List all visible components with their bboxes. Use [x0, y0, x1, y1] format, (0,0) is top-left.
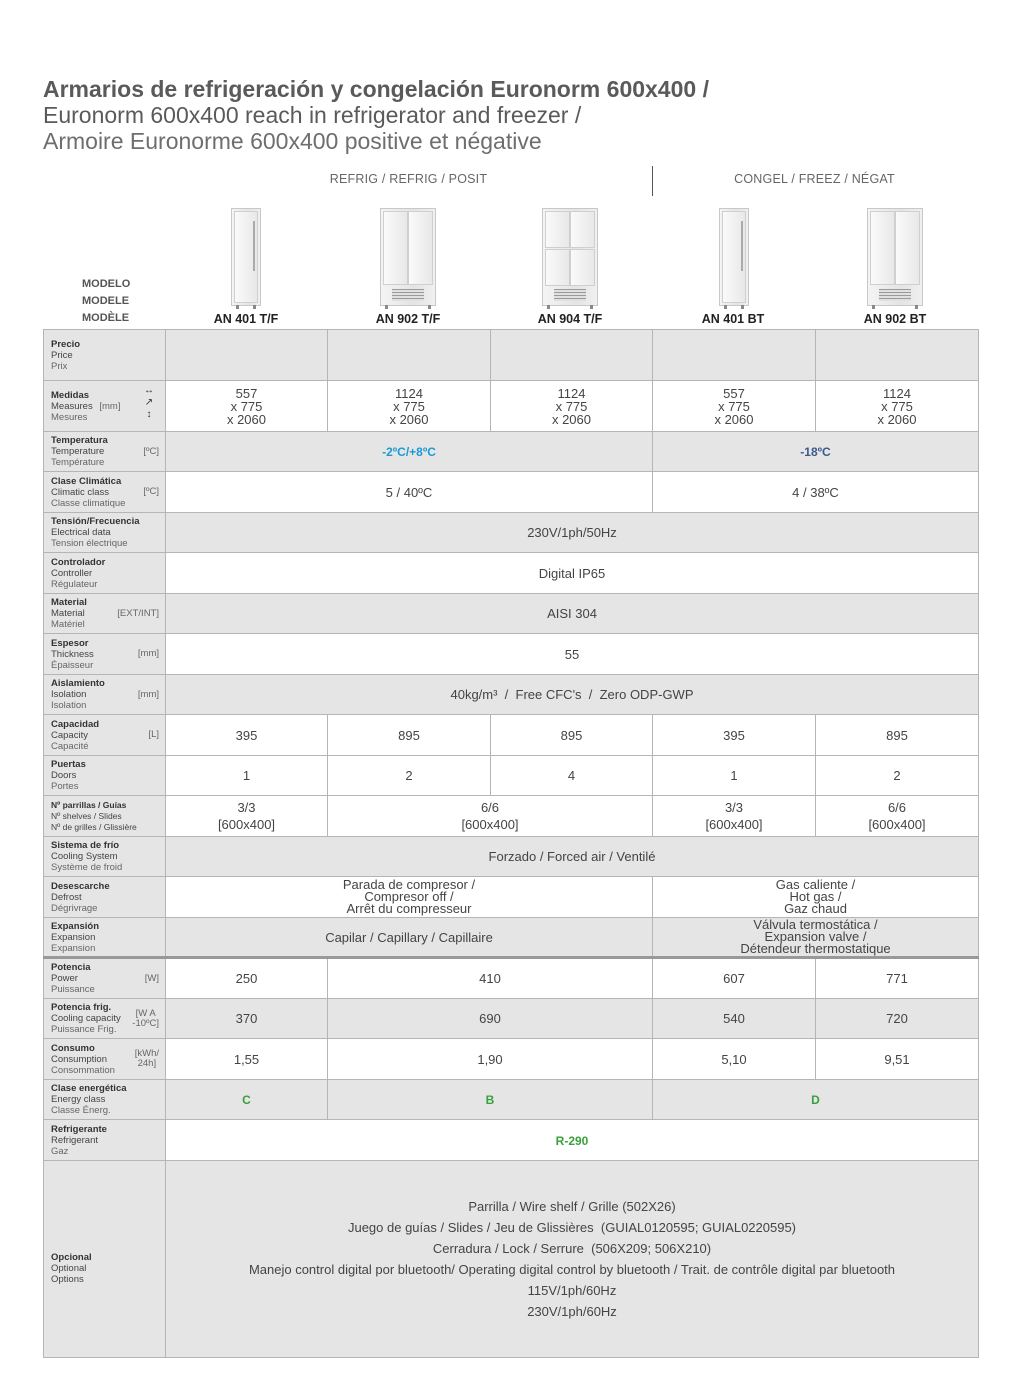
temp-congel: -18ºC — [800, 445, 831, 459]
model-name: AN 904 T/F — [537, 312, 603, 326]
cooling-system-value: Forzado / Forced air / Ventilé — [166, 837, 979, 877]
capacity-cell: 895 — [328, 715, 491, 756]
material-value: AISI 304 — [166, 594, 979, 634]
climatic-refrig: 5 / 40ºC — [166, 472, 653, 513]
label-fr: Prix — [51, 360, 68, 372]
option-item: Parrilla / Wire shelf / Grille (502X26) — [468, 1199, 676, 1214]
option-item: Juego de guías / Slides / Jeu de Glissières (GUIAL0120595; GUIAL0220595) — [347, 1220, 797, 1235]
product-an401tf — [165, 200, 327, 328]
consumption-cell: 1,55 — [166, 1039, 328, 1080]
measure-cell: 1124 x 775 x 2060 — [491, 381, 653, 432]
label-fr: Système de froid — [51, 862, 123, 873]
title-line-es: Armarios de refrigeración y congelación Euronorm 600x400 / — [43, 76, 709, 102]
page-title — [43, 76, 1003, 154]
label-fr: Options — [51, 1273, 84, 1285]
row-desescarche — [44, 877, 979, 918]
label-es: Nº parrillas / Guías — [51, 799, 127, 810]
label-es: Potencia frig. — [51, 1002, 112, 1013]
row-puertas — [44, 756, 979, 796]
capacity-cell: 395 — [653, 715, 816, 756]
doors-cell: 2 — [328, 756, 491, 796]
model-label-en: MODELE — [82, 295, 130, 307]
row-material — [44, 594, 979, 634]
label-en: Capacity — [51, 729, 88, 741]
row-label — [44, 330, 166, 381]
product-an902tf — [327, 200, 489, 328]
price-cell — [166, 330, 328, 381]
title-line-fr: Armoire Euronorme 600x400 positive et négative — [43, 128, 542, 154]
cooling-capacity-cell: 540 — [653, 999, 816, 1039]
doors-cell: 4 — [491, 756, 653, 796]
label-en: Optional — [51, 1262, 87, 1274]
expansion-refrig: Capilar / Capillary / Capillaire — [166, 918, 653, 958]
capacity-cell: 895 — [816, 715, 979, 756]
left-right-arrow-icon: ↔ — [144, 385, 154, 396]
row-potencia-frig — [44, 999, 979, 1039]
product-an904tf — [489, 200, 651, 328]
label-es: Clase energética — [51, 1083, 127, 1094]
price-cell — [653, 330, 816, 381]
label-es: Tensión/Frecuencia — [51, 516, 140, 527]
label-en: Power — [51, 973, 78, 984]
row-precio — [44, 330, 979, 381]
label-en: Price — [51, 349, 73, 361]
model-label-es: MODELO — [82, 278, 131, 290]
label-fr: Classe climatique — [51, 497, 126, 509]
label-es: Capacidad — [51, 718, 100, 730]
row-label — [44, 472, 166, 513]
fridge-image — [719, 208, 749, 306]
doors-cell: 2 — [816, 756, 979, 796]
climatic-congel: 4 / 38ºC — [653, 472, 979, 513]
energy-class-cell: B — [328, 1080, 653, 1120]
label-es: Opcional — [51, 1251, 92, 1263]
options-list — [166, 1161, 979, 1358]
unit: [mm] — [137, 688, 159, 700]
label-en: Cooling capacity — [51, 1013, 121, 1024]
label-en: Expansion — [51, 931, 96, 943]
row-label — [44, 1120, 166, 1161]
fridge-image — [542, 208, 598, 306]
temp-refrig: -2ºC/+8ºC — [382, 445, 436, 459]
label-fr: Tension électrique — [51, 538, 128, 549]
model-name: AN 902 BT — [863, 312, 927, 326]
label-fr: Gaz — [51, 1145, 69, 1157]
option-item: 230V/1ph/60Hz — [527, 1304, 617, 1319]
price-cell — [816, 330, 979, 381]
row-expansion — [44, 918, 979, 958]
label-es: Medidas — [51, 389, 90, 401]
fridge-image — [231, 208, 261, 306]
defrost-congel: Gas caliente / Hot gas / Gaz chaud — [653, 877, 979, 918]
product-an401bt — [652, 200, 814, 328]
doors-cell: 1 — [653, 756, 816, 796]
unit: [mm] — [137, 648, 159, 659]
unit: [EXT/INT] — [117, 607, 159, 619]
row-potencia — [44, 958, 979, 999]
expansion-congel: Válvula termostática / Expansion valve / Détendeur thermostatique — [653, 918, 979, 958]
energy-class-cell: C — [166, 1080, 328, 1120]
refrigerant-cell — [166, 1120, 979, 1161]
row-label — [44, 999, 166, 1039]
label-fr: Consommation — [51, 1064, 115, 1076]
label-en: Nº shelves / Slides — [51, 810, 122, 821]
label-fr: Dégrivrage — [51, 902, 98, 914]
cooling-capacity-cell: 720 — [816, 999, 979, 1039]
product-an902bt — [814, 200, 976, 328]
row-consumo — [44, 1039, 979, 1080]
row-label — [44, 756, 166, 796]
power-cell: 771 — [816, 958, 979, 999]
label-en: Energy class — [51, 1094, 106, 1105]
label-fr: Puissance — [51, 984, 95, 995]
row-tension — [44, 513, 979, 553]
label-es: Clase Climática — [51, 475, 122, 487]
label-es: Controlador — [51, 556, 106, 568]
row-label — [44, 1039, 166, 1080]
label-fr: Épaisseur — [51, 659, 94, 671]
thickness-value: 55 — [166, 634, 979, 675]
up-down-arrow-icon: ↕ — [146, 409, 152, 420]
row-label — [44, 553, 166, 594]
label-fr: Capacité — [51, 740, 89, 752]
row-label — [44, 1161, 166, 1358]
shelves-cell: 6/6 [600x400] — [328, 796, 653, 837]
model-label — [82, 276, 130, 327]
power-cell: 607 — [653, 958, 816, 999]
refrigerant-value: R-290 — [555, 1133, 589, 1148]
row-label — [44, 432, 166, 472]
cooling-capacity-cell: 370 — [166, 999, 328, 1039]
unit: [ºC] — [143, 486, 159, 497]
row-opcional — [44, 1161, 979, 1358]
unit: [W] — [144, 972, 159, 984]
label-es: Refrigerante — [51, 1123, 107, 1135]
shelves-cell: 3/3 [600x400] — [653, 796, 816, 837]
label-en: Controller — [51, 567, 93, 579]
label-es: Precio — [51, 338, 81, 350]
row-label — [44, 715, 166, 756]
shelves-cell: 6/6 [600x400] — [816, 796, 979, 837]
dimension-icons — [141, 385, 157, 421]
row-label — [44, 381, 166, 432]
label-fr: Régulateur — [51, 578, 98, 590]
row-parrillas — [44, 796, 979, 837]
row-label — [44, 958, 166, 999]
label-es: Material — [51, 597, 87, 608]
fridge-image — [380, 208, 436, 306]
unit: [W A -10ºC] — [132, 1007, 159, 1029]
label-fr: Mesures — [51, 411, 88, 423]
label-fr: Isolation — [51, 700, 87, 711]
temp-refrig-cell — [166, 432, 653, 472]
fridge-image — [867, 208, 923, 306]
controller-value: Digital IP65 — [166, 553, 979, 594]
row-label — [44, 1080, 166, 1120]
row-temperatura — [44, 432, 979, 472]
label-en: Material — [51, 608, 85, 619]
measure-cell: 1124 x 775 x 2060 — [328, 381, 491, 432]
row-label — [44, 837, 166, 877]
label-fr: Nº de grilles / Glissière — [51, 821, 137, 832]
row-label — [44, 634, 166, 675]
row-label — [44, 513, 166, 553]
measure-cell: 557 x 775 x 2060 — [166, 381, 328, 432]
model-label-fr: MODÈLE — [82, 312, 130, 324]
label-fr: Matériel — [51, 619, 85, 630]
label-en: Temperature — [51, 446, 105, 457]
price-cell — [328, 330, 491, 381]
label-es: Sistema de frío — [51, 840, 120, 851]
model-name: AN 401 BT — [701, 312, 765, 326]
row-controlador — [44, 553, 979, 594]
temp-congel-cell — [653, 432, 979, 472]
row-sistema-frio — [44, 837, 979, 877]
row-clase-climatica — [44, 472, 979, 513]
row-label — [44, 675, 166, 715]
label-en: Isolation — [51, 689, 87, 700]
cooling-capacity-cell: 690 — [328, 999, 653, 1039]
label-es: Puertas — [51, 759, 86, 770]
label-es: Potencia — [51, 962, 91, 973]
consumption-cell: 1,90 — [328, 1039, 653, 1080]
label-en: Doors — [51, 770, 77, 781]
option-item: 115V/1ph/60Hz — [527, 1283, 617, 1298]
power-cell: 410 — [328, 958, 653, 999]
label-en: Cooling System — [51, 851, 118, 862]
unit: [L] — [148, 729, 159, 740]
price-cell — [491, 330, 653, 381]
measure-cell: 1124 x 775 x 2060 — [816, 381, 979, 432]
unit: [kWh/ 24h] — [134, 1048, 159, 1069]
label-en: Refrigerant — [51, 1134, 98, 1146]
label-fr: Puissance Frig. — [51, 1024, 117, 1035]
row-espesor — [44, 634, 979, 675]
label-en-text: Measures — [51, 400, 93, 412]
option-item: Manejo control digital por bluetooth/ Operating digital control by bluetooth / Trait. de contrôle digital par bluetooth — [248, 1262, 896, 1277]
shelves-cell: 3/3 [600x400] — [166, 796, 328, 837]
row-label — [44, 796, 166, 837]
label-fr: Expansion — [51, 942, 96, 954]
power-cell: 250 — [166, 958, 328, 999]
label-fr: Classe Énerg. — [51, 1105, 111, 1116]
label-en: Climatic class — [51, 486, 110, 498]
label-en: Consumption — [51, 1053, 107, 1065]
capacity-cell: 395 — [166, 715, 328, 756]
isolation-value: 40kg/m³ / Free CFC's / Zero ODP-GWP — [166, 675, 979, 715]
label-es: Expansión — [51, 920, 100, 932]
group-header-congel: CONGEL / FREEZ / NÉGAT — [734, 172, 895, 186]
row-medidas — [44, 381, 979, 432]
group-header-refrig: REFRIG / REFRIG / POSIT — [329, 172, 488, 186]
label-es: Temperatura — [51, 435, 108, 446]
label-es: Consumo — [51, 1042, 95, 1054]
row-label — [44, 877, 166, 918]
consumption-cell: 5,10 — [653, 1039, 816, 1080]
measure-cell: 557 x 775 x 2060 — [653, 381, 816, 432]
tension-value: 230V/1ph/50Hz — [166, 513, 979, 553]
unit: [mm] — [99, 400, 121, 412]
diagonal-arrow-icon: ↗ — [144, 397, 154, 408]
capacity-cell: 895 — [491, 715, 653, 756]
defrost-refrig: Parada de compresor / Compresor off / Arrêt du compresseur — [166, 877, 653, 918]
label-es: Aislamiento — [51, 678, 105, 689]
model-name: AN 902 T/F — [375, 312, 441, 326]
doors-cell: 1 — [166, 756, 328, 796]
title-line-en: Euronorm 600x400 reach in refrigerator and freezer / — [43, 102, 582, 128]
row-clase-energetica — [44, 1080, 979, 1120]
row-aislamiento — [44, 675, 979, 715]
label-en: Thickness — [51, 648, 94, 660]
label-en: Electrical data — [51, 527, 111, 538]
label-fr: Température — [51, 457, 105, 468]
consumption-cell: 9,51 — [816, 1039, 979, 1080]
label-fr: Portes — [51, 781, 79, 792]
label-es: Espesor — [51, 637, 89, 649]
row-label — [44, 594, 166, 634]
label-es: Desescarche — [51, 880, 110, 892]
option-item: Cerradura / Lock / Serrure (506X209; 506X210) — [432, 1241, 712, 1256]
unit: [ºC] — [143, 445, 159, 457]
label-en: Defrost — [51, 891, 82, 903]
model-name: AN 401 T/F — [213, 312, 279, 326]
row-label — [44, 918, 166, 958]
spec-table — [43, 329, 979, 1358]
energy-class-cell: D — [653, 1080, 979, 1120]
row-refrigerante — [44, 1120, 979, 1161]
row-capacidad — [44, 715, 979, 756]
